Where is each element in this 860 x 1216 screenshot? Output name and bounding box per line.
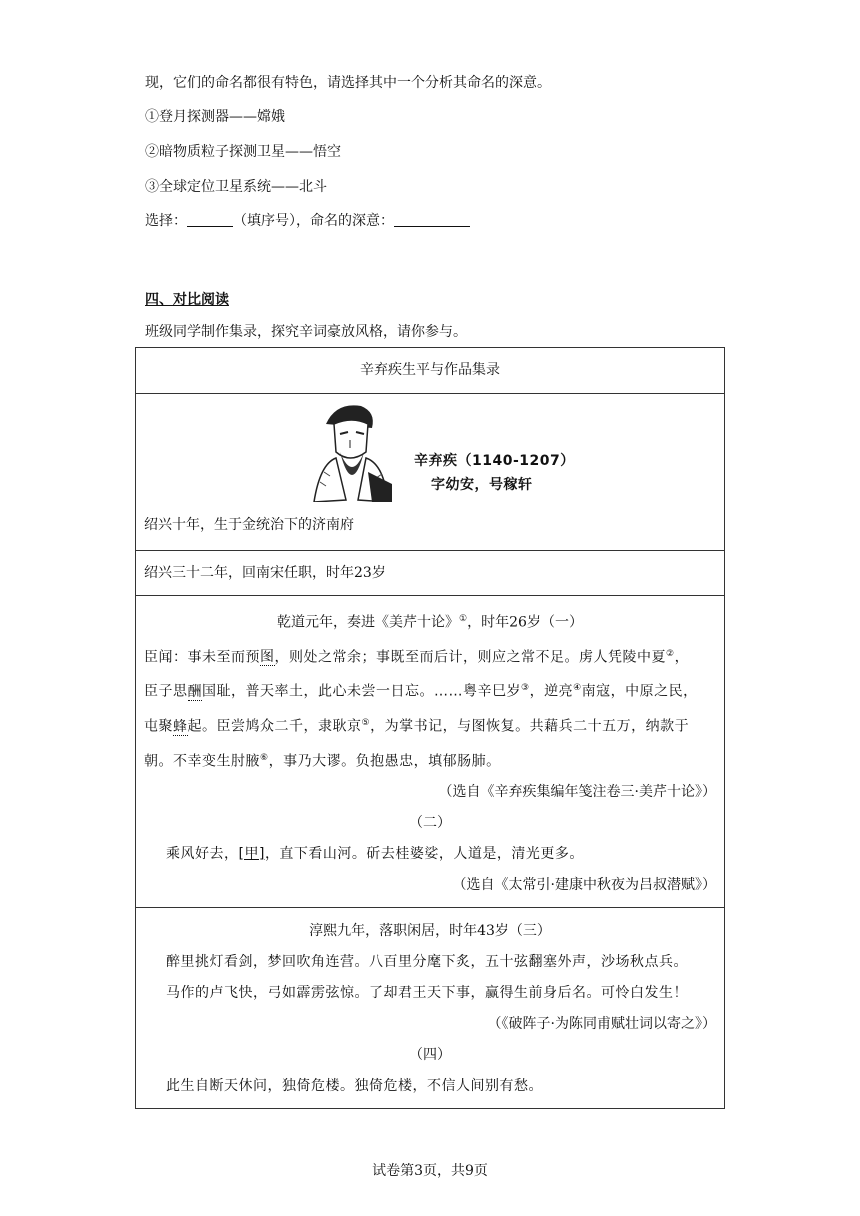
return-cell: 绍兴三十二年，回南宋任职，时年23岁 <box>136 551 725 596</box>
poem-3-line-2: 马作的卢飞快，弓如霹雳弦惊。了却君王天下事，赢得生前身后名。可怜白发生！ <box>166 985 688 1002</box>
meaning-blank[interactable] <box>394 212 470 227</box>
part-4-label: （四） <box>409 1047 451 1064</box>
memorial-line-3: 屯聚蜂起。臣尝鸠众二千，隶耿京⑤，为掌书记，与图恢复。共藉兵二十五万，纳款于 <box>144 717 690 735</box>
memorial-line-4: 朝。不幸变生肘腋⑥，事乃大谬。负抱愚忠，填郁肠肺。 <box>144 752 501 770</box>
memorial-line-1: 臣闻：事未至而预图，则处之常余；事既至而后计，则应之常不足。虏人凭陵中夏②， <box>144 648 690 666</box>
qiandao-heading: 乾道元年，奏进《美芹十论》①，时年26岁（一） <box>277 614 583 631</box>
section-title: 四、对比阅读 <box>145 292 229 308</box>
option-3: ③全球定位卫星系统——北斗 <box>145 179 327 195</box>
portrait-cell <box>136 394 725 551</box>
intro-line: 现，它们的命名都很有特色，请选择其中一个分析其命名的深意。 <box>145 75 551 91</box>
part-2-label: （二） <box>409 815 451 832</box>
portrait-courtesy: 字幼安，号稼轩 <box>431 477 533 493</box>
source-1: （选自《辛弃疾集编年笺注卷三·美芹十论》） <box>438 784 716 801</box>
option-1: ①登月探测器——嫦娥 <box>145 109 285 125</box>
blank-jia[interactable]: [甲] <box>238 846 265 863</box>
choice-label: 选择： <box>145 213 187 229</box>
page-footer: 试卷第3页，共9页 <box>372 1163 488 1179</box>
qiandao-cell <box>136 596 725 908</box>
poem-4: 此生自断天休问，独倚危楼。独倚危楼，不信人间别有愁。 <box>166 1078 543 1095</box>
born-text: 绍兴十年，生于金统治下的济南府 <box>144 517 354 533</box>
poem-2: 乘风好去，[甲]，直下看山河。斫去桂婆娑，人道是，清光更多。 <box>166 846 584 863</box>
poem-3-line-1: 醉里挑灯看剑，梦回吹角连营。八百里分麾下炙，五十弦翻塞外声，沙场秋点兵。 <box>166 954 688 971</box>
source-3: （《破阵子·为陈同甫赋壮词以寄之》） <box>487 1016 716 1033</box>
meaning-label: （填序号），命名的深意： <box>233 213 394 229</box>
table-title: 辛弃疾生平与作品集录 <box>136 348 725 394</box>
memorial-line-2: 臣子思酬国耻，普天率土，此心未尝一日忘。……粤辛巳岁③，逆亮④南寇，中原之民， <box>144 683 698 700</box>
portrait-illustration <box>306 402 396 502</box>
portrait-name: 辛弃疾（1140-1207） <box>414 453 575 469</box>
choice-blank[interactable] <box>187 212 233 227</box>
choice-line <box>145 210 470 230</box>
source-2: （选自《太常引·建康中秋夜为吕叔潜赋》） <box>452 877 716 894</box>
section-desc: 班级同学制作集录，探究辛词豪放风格，请你参与。 <box>145 324 467 340</box>
chunxi-heading: 淳熙九年，落职闲居，时年43岁（三） <box>309 923 551 940</box>
chunxi-cell <box>136 908 725 1109</box>
option-2: ②暗物质粒子探测卫星——悟空 <box>145 144 341 160</box>
record-table <box>135 347 725 1109</box>
